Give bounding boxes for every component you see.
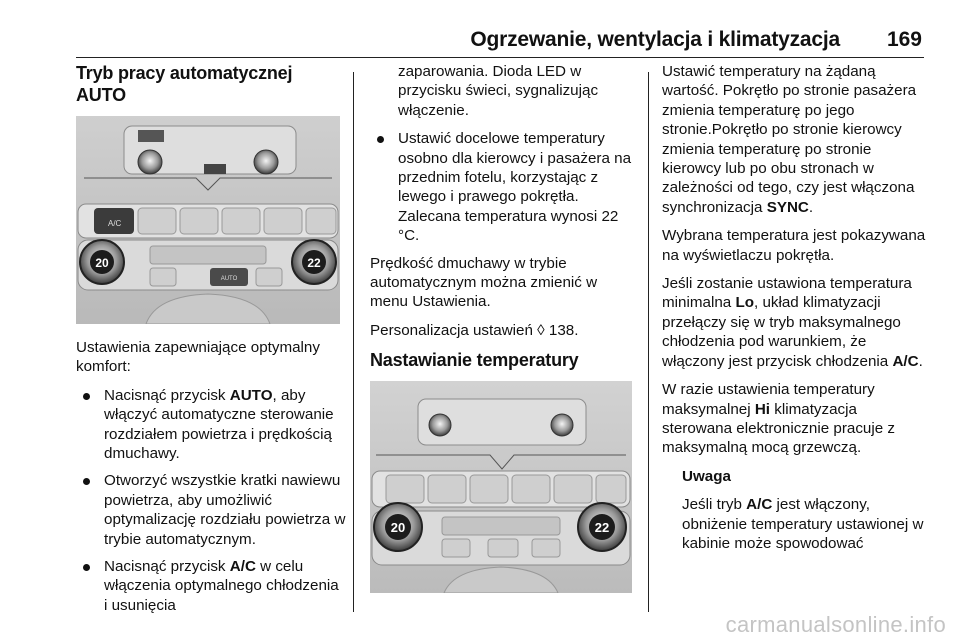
paragraph-blower: Prędkość dmuchawy w trybie automatycznym można zmienić w menu Ustawienia. — [370, 254, 598, 311]
panel-button-2 — [138, 208, 176, 234]
upper-right-knob — [254, 150, 278, 174]
note-text-pre: Jeśli tryb — [682, 496, 747, 514]
center-button — [488, 539, 518, 557]
upper-left-knob — [138, 150, 162, 174]
sync-keyword: SYNC — [766, 198, 809, 216]
paragraph-hi-post: klimatyzacja sterowana elektronicznie pracuje z maksymalną mocą grzewczą. — [662, 400, 895, 457]
panel-button-4 — [222, 208, 260, 234]
column-divider-1 — [353, 72, 354, 612]
panel-button-4 — [512, 475, 550, 503]
panel-button-6 — [306, 208, 336, 234]
bullet-auto-pre: Nacisnąć przycisk — [104, 386, 230, 404]
upper-ac-button — [138, 130, 164, 142]
section-heading-temperature: Nastawianie temperatury — [370, 350, 579, 371]
panel-button-1 — [386, 475, 424, 503]
bullet-ac-keyword: A/C — [229, 558, 256, 576]
panel-button-3 — [180, 208, 218, 234]
paragraph-lo — [662, 274, 928, 371]
bullet-auto-keyword: AUTO — [229, 386, 273, 404]
upper-right-knob — [551, 414, 573, 436]
paragraph-lo-mid: , układ klimatyzacji przełączy się w tryb maksymalnego chłodzenia pod warunkiem, że włączony jest przycisk chłodzenia — [662, 294, 901, 370]
bullet-temperature-text: Ustawić docelowe temperatury osobno dla kierowcy i pasażera na przednim fotelu, korzystając z lewego i prawego pokrętła. Zalecana temperatura wynosi 22 °C. — [398, 130, 632, 245]
left-seat-button — [442, 539, 470, 557]
paragraph-set-temperature-end: . — [808, 198, 814, 216]
paragraph-intro: Ustawienia zapewniające optymalny komfort: — [76, 339, 320, 376]
hi-keyword: Hi — [754, 400, 771, 418]
lo-keyword: Lo — [735, 294, 754, 312]
note-text — [682, 495, 928, 553]
bullet-auto — [76, 386, 346, 464]
bullet-auto-post: , aby włączyć automatyczne sterowanie rozdziałem powietrza i prędkością dmuchawy. — [104, 386, 334, 463]
bullet-ac-continuation: zaparowania. Dioda LED w przycisku świeci, sygnalizując włączenie. — [398, 63, 599, 119]
column-divider-2 — [648, 72, 649, 612]
bullet-vents-text: Otworzyć wszystkie kratki nawiewu powietrza, aby umożliwić optymalizację rozdziału powietrza w trybie automatycznym. — [104, 472, 346, 548]
panel-button-6 — [596, 475, 626, 503]
climate-panel-photo-temperature — [370, 381, 632, 593]
bullet-list-1 — [76, 386, 346, 615]
fan-display — [150, 246, 266, 264]
note-ac-keyword: A/C — [746, 496, 773, 514]
right-seat-button — [532, 539, 560, 557]
note-box — [662, 467, 928, 554]
right-seat-button — [256, 268, 282, 286]
note-title: Uwaga — [682, 467, 731, 485]
paragraph-display: Wybrana temperatura jest pokazywana na wyświetlaczu pokrętła. — [662, 227, 926, 264]
page-number: 169 — [886, 28, 922, 51]
upper-auto-button — [204, 164, 226, 174]
section-heading-auto: Tryb pracy automatycznej AUTO — [76, 63, 293, 105]
paragraph-hi-pre: W razie ustawienia temperatury maksymalnej — [662, 381, 875, 418]
column-1 — [76, 62, 346, 623]
panel-button-3 — [470, 475, 508, 503]
right-temp-value: 22 — [307, 256, 321, 270]
header-rule — [76, 57, 924, 58]
page-header-title: Ogrzewanie, wentylacja i klimatyzacja — [470, 28, 840, 51]
ac-button-label: A/C — [108, 219, 122, 228]
paragraph-personalization: Personalizacja ustawień ◊ 138. — [370, 321, 579, 339]
fan-display — [442, 517, 560, 535]
left-temp-value: 20 — [390, 520, 406, 536]
paragraph-lo-end: . — [918, 352, 923, 370]
upper-left-knob — [429, 414, 451, 436]
bullet-list-2 — [370, 129, 638, 245]
climate-panel-photo-auto — [76, 116, 340, 324]
watermark: carmanualsonline.info — [725, 612, 946, 637]
left-seat-button — [150, 268, 176, 286]
bullet-ac-post: w celu włączenia optymalnego chłodzenia i usunięcia — [104, 558, 339, 614]
auto-button-label: AUTO — [220, 276, 238, 282]
panel-button-5 — [264, 208, 302, 234]
paragraph-lo-pre: Jeśli zostanie ustawiona temperatura minimalna — [662, 275, 912, 312]
bullet-ac — [76, 557, 346, 615]
ac-keyword: A/C — [892, 352, 919, 370]
panel-button-5 — [554, 475, 592, 503]
left-temp-value: 20 — [95, 256, 109, 270]
note-text-post: jest włączony, obniżenie temperatury ustawionej w kabinie może spowodować — [682, 496, 924, 552]
right-temp-value: 22 — [594, 520, 610, 536]
paragraph-hi — [662, 380, 928, 458]
panel-button-2 — [428, 475, 466, 503]
paragraph-set-temperature-text: Ustawić temperatury na żądaną wartość. Pokrętło po stronie pasażera zmienia temperaturę po jego stronie.Pokrętło po stronie kierowcy zmienia temperaturę po stronie kierowcy lub po obu stronach w zależności od tego, czy jest włączona synchronizacja — [662, 63, 917, 216]
column-2 — [370, 62, 638, 607]
bullet-vents — [76, 471, 346, 549]
column-3 — [662, 62, 928, 562]
bullet-ac-pre: Nacisnąć przycisk — [104, 558, 230, 576]
paragraph-set-temperature — [662, 62, 928, 217]
bullet-temperature — [370, 129, 638, 245]
